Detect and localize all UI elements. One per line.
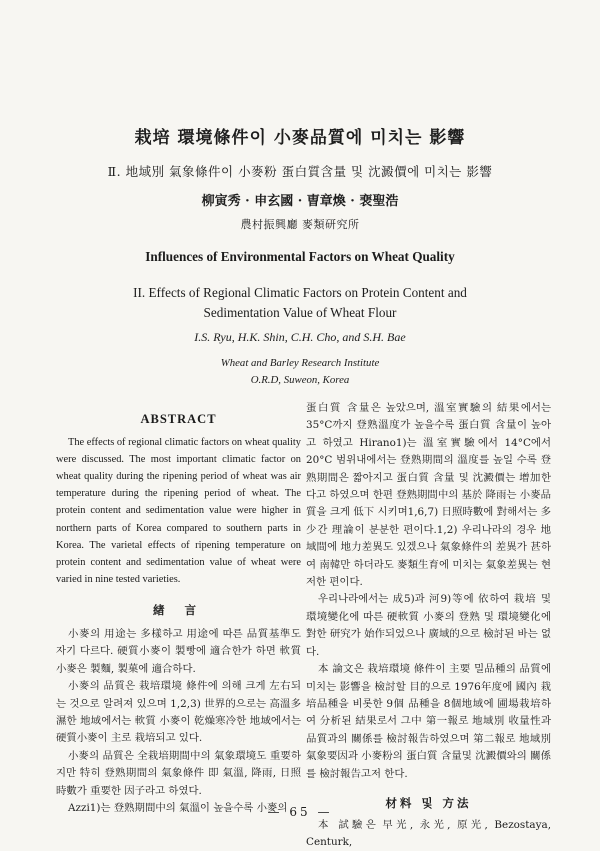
english-authors: I.S. Ryu, H.K. Shin, C.H. Cho, and S.H. Bae — [194, 330, 406, 344]
korean-authors: 柳寅秀 · 申玄國 · 曺章煥 · 裵聖浩 — [201, 194, 399, 209]
korean-title: 栽培 環境條件이 小麥品質에 미치는 影響 — [134, 128, 466, 148]
page-number: — 65 — — [267, 805, 333, 819]
methods-paragraph-1: 本 試驗은 早光, 永光, 原光, Bezostaya, Centurk, — [306, 818, 551, 848]
right-column — [306, 400, 551, 851]
korean-subtitle: Ⅱ. 地域別 氣象條件이 小麥粉 蛋白質含量 및 沈澱價에 미치는 影響 — [107, 164, 493, 179]
abstract-text: The effects of regional climatic factors on wheat quality were discussed. The most important climatic factor on wheat quality during the ripening period of wheat was air temperature during the ripening period of wheat. The protein content and sedimentation value were higher in northern parts of Korea compared to southern parts in Korea. The varietal effects of ripening temperature on protein content and sedimentation value of wheat were varied in nine tested varieties. — [56, 436, 301, 586]
english-subtitle-line2: Sedimentation Value of Wheat Flour — [203, 305, 397, 320]
english-subtitle-line1: II. Effects of Regional Climatic Factors on Protein Content and — [133, 285, 467, 300]
right-paragraph-2: 우리나라에서는 成5)과 河9)等에 依하여 栽培 및 環境變化에 따른 硬軟質 小麥의 登熟 및 環境變化에 對한 研究가 始作되었으나 廣域的으로 檢討된 바는 없다. — [306, 593, 551, 658]
english-affiliation — [0, 355, 600, 389]
korean-affiliation: 農村振興廳 麥類研究所 — [240, 218, 360, 231]
right-paragraph-1: 蛋白質 含量은 높았으며, 溫室實驗의 結果에서는 35°C까지 登熟溫度가 높을수록 蛋白質 含量이 높아고 하였고 Hirano1)는 溫室實驗에서 14°C에서 20°C 범위내에서는 登熟期間의 溫度를 높일 수록 登熟期間은 짧아지고 蛋白質 含量 및 沈澱價는 增加한다고 하였으며 한편 登熟期間中의 基於 降雨는 小麥品質을 크게 低下 시키며1,6,7) 日照時數에 對해서는 多少간 理論이 분분한 편이다.1,2) 우리나라의 경우 地域間에 地力差異도 있겠으나 氣象條件의 差異가 甚하여 南韓만 하더라도 麥類生育에 미치는 氣象差異는 현저한 편이다. — [306, 402, 551, 589]
abstract-heading: ABSTRACT — [140, 412, 217, 426]
english-title: Influences of Environmental Factors on Wheat Quality — [145, 249, 455, 264]
right-paragraph-3: 本 論文은 栽培環境 條件이 主要 밀品種의 品質에 미치는 影響을 檢討할 目的으로 1976年度에 國內 栽培品種을 비롯한 9個 品種을 8個地域에 圃場栽培하여 分析된 結果로서 그中 第一報로 地域別 收量性과 品質과의 關係를 檢討報告하였으며 第二報로 地域別 氣象要因과 小麥粉의 蛋白質 含量및 沈澱價와의 關係를 檢討報告고저 한다. — [306, 663, 551, 780]
intro-paragraph-3: 小麥의 品質은 全栽培期間中의 氣象環境도 重要하지만 特히 登熟期間의 氣象條件 即 氣溫, 降雨, 日照時數가 重要한 因子라고 하였다. — [56, 749, 301, 797]
intro-paragraph-1: 小麥의 用途는 多樣하고 用途에 따른 品質基準도 자기 다르다. 硬質小麥이 製빵에 適合한가 하면 軟質小麥은 製麵, 製菓에 適合하다. — [56, 628, 301, 675]
english-affiliation-line1: Wheat and Barley Research Institute — [220, 357, 380, 369]
intro-paragraph-4: Azzi1)는 登熟期間中의 氣溫이 높을수록 小麥의 — [68, 802, 288, 815]
methods-heading: 材料 및 方法 — [385, 795, 472, 810]
intro-paragraph-2: 小麥의 品質은 栽培環境 條件에 의해 크게 左右되는 것으로 알려져 있으며 1,2,3) 世界的으로는 高溫多濕한 地域에서는 軟質 小麥이 乾燥寒冷한 地域에서는 硬質小麥이 主로 栽培되고 있다. — [56, 680, 301, 745]
left-column — [56, 400, 301, 817]
english-affiliation-line2: O.R.D, Suweon, Korea — [250, 374, 350, 386]
introduction-heading: 緖 言 — [152, 603, 204, 618]
english-subtitle — [0, 283, 600, 323]
